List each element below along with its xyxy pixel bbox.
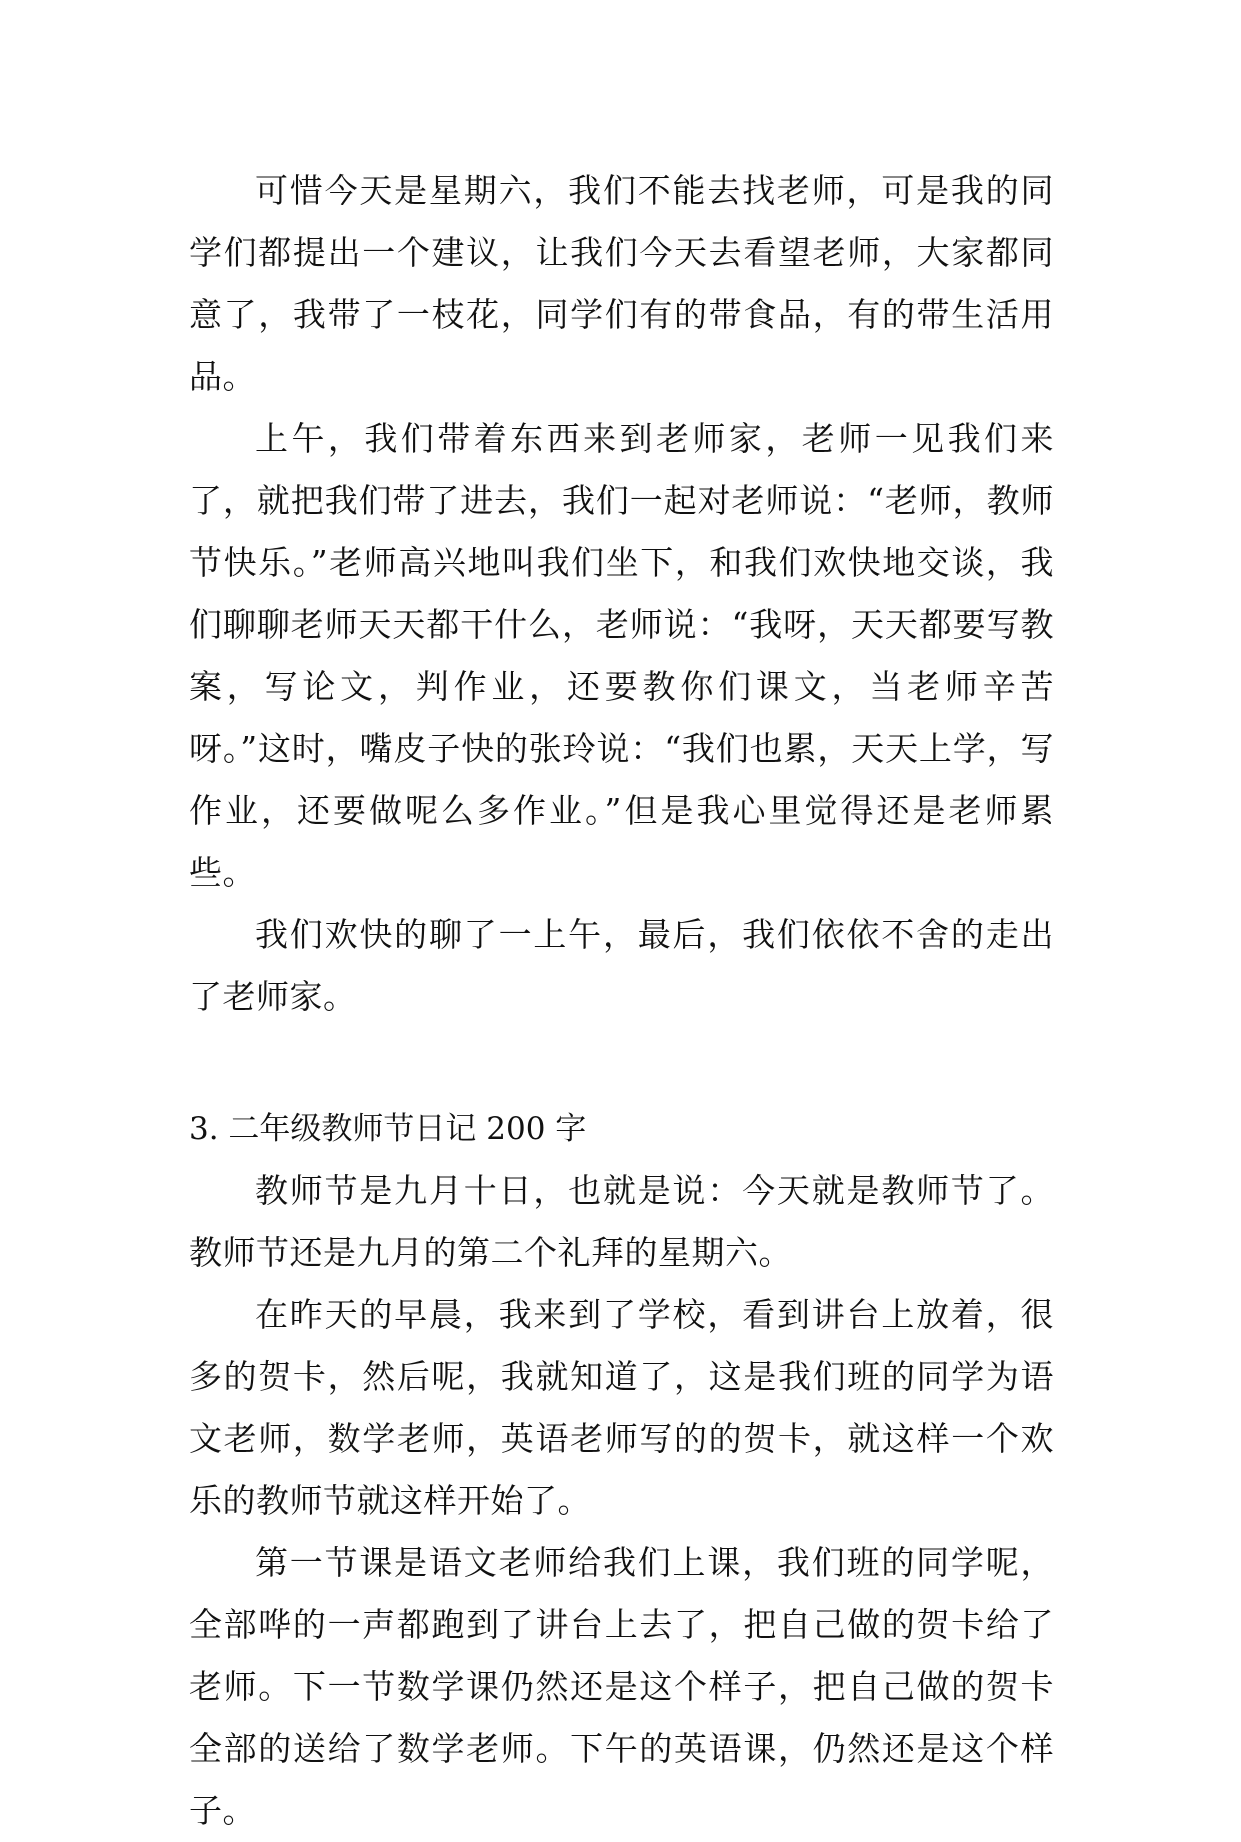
paragraph: 在昨天的早晨，我来到了学校，看到讲台上放着，很多的贺卡，然后呢，我就知道了，这是我们班的同学为语文老师，数学老师，英语老师写的的贺卡，就这样一个欢乐的教师节就这样开始了。 (189, 1295, 1054, 1520)
paragraph: 上午，我们带着东西来到老师家，老师一见我们来了，就把我们带了进去，我们一起对老师说：“老师，教师节快乐。”老师高兴地叫我们坐下，和我们欢快地交谈，我们聊聊老师天天都干什么，老师说：“我呀，天天都要写教案，写论文，判作业，还要教你们课文，当老师辛苦呀。”这时，嘴皮子快的张玲说：“我们也累，天天上学，写作业，还要做呢么多作业。”但是我心里觉得还是老师累些。 (189, 419, 1054, 892)
paragraph: 第一节课是语文老师给我们上课，我们班的同学呢，全部哗的一声都跑到了讲台上去了，把自己做的贺卡给了老师。下一节数学课仍然还是这个样子，把自己做的贺卡全部的送给了数学老师。下午的英语课，仍然还是这个样子。 (189, 1543, 1054, 1830)
paragraph: 我们欢快的聊了一上午，最后，我们依依不舍的走出了老师家。 (189, 915, 1054, 1016)
section-heading: 3. 二年级教师节日记 200 字 (189, 1111, 587, 1147)
section-spacer (189, 1028, 1054, 1098)
paragraph: 教师节是九月十日，也就是说：今天就是教师节了。教师节还是九月的第二个礼拜的星期六。 (189, 1171, 1054, 1272)
paragraph: 可惜今天是星期六，我们不能去找老师，可是我的同学们都提出一个建议，让我们今天去看望老师，大家都同意了，我带了一枝花，同学们有的带食品，有的带生活用品。 (189, 171, 1054, 396)
document-page (189, 160, 1054, 1842)
